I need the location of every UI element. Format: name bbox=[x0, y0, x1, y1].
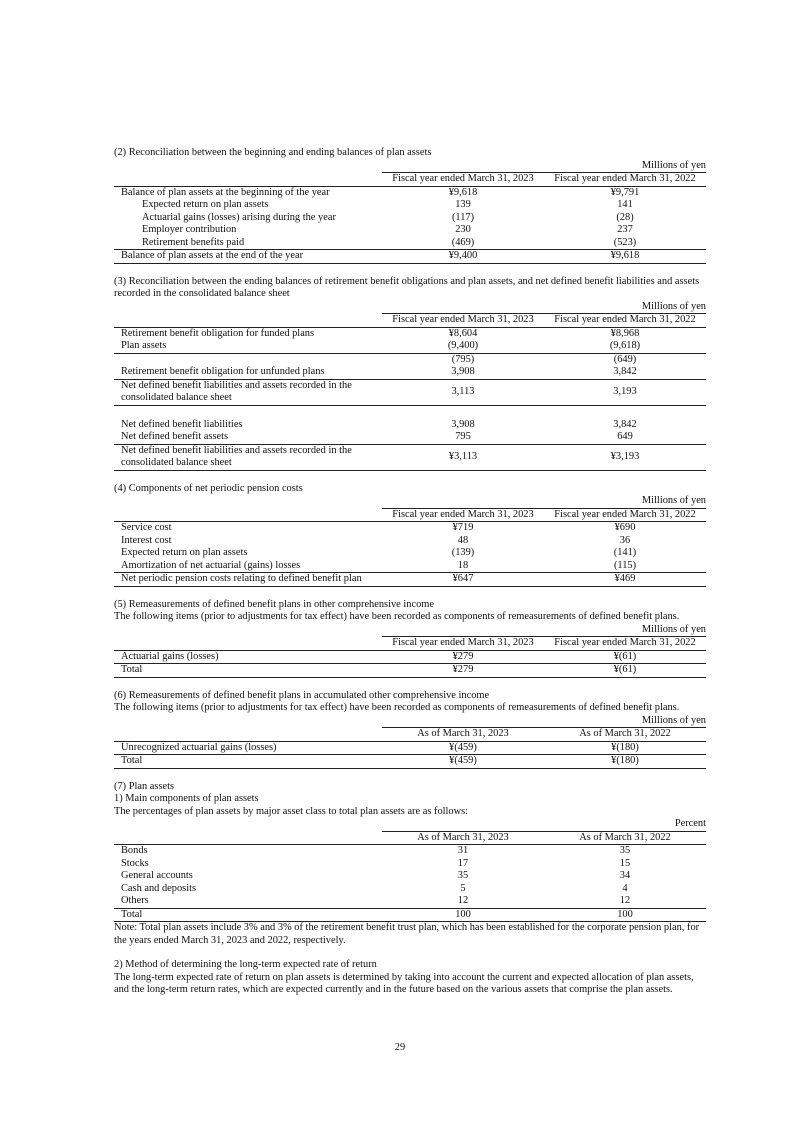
row-label: Net defined benefit liabilities and assets recorded in the consolidated balance sheet bbox=[114, 379, 382, 405]
cell-value: ¥3,193 bbox=[544, 444, 706, 470]
row-label: Retirement benefit obligation for unfunded plans bbox=[121, 366, 325, 377]
row-label: General accounts bbox=[121, 870, 193, 881]
cell-value: ¥469 bbox=[544, 573, 706, 587]
section-description: The following items (prior to adjustments for tax effect) have been recorded as components of remeasurements of defined benefit plans. bbox=[114, 611, 680, 622]
subsection-title: 1) Main components of plan assets bbox=[114, 793, 259, 804]
cell-value: (141) bbox=[613, 547, 637, 558]
cell-value: (139) bbox=[451, 547, 475, 558]
table-row bbox=[114, 845, 706, 858]
section-5 bbox=[114, 599, 706, 678]
row-label: Others bbox=[121, 895, 149, 906]
row-label: Interest cost bbox=[121, 534, 172, 546]
row-label: Net periodic pension costs relating to defined benefit plan bbox=[114, 573, 382, 587]
table-row bbox=[114, 444, 706, 470]
cell-value: 3,842 bbox=[613, 366, 637, 377]
cell-value: ¥9,791 bbox=[610, 186, 640, 198]
cell-value: (115) bbox=[613, 559, 637, 571]
unit-label: Percent bbox=[674, 818, 706, 829]
cell-value: 3,908 bbox=[451, 418, 475, 430]
row-label: Retirement benefit obligation for funded plans bbox=[121, 327, 315, 339]
table-note: Note: Total plan assets include 3% and 3% of the retirement benefit trust plan, which has been established for the corporate pension plan, for the years ended March 31, 2023 and 2022, respectively. bbox=[114, 922, 700, 946]
cell-value: (649) bbox=[544, 353, 706, 366]
row-label: Bonds bbox=[121, 845, 148, 856]
page-content bbox=[114, 147, 706, 997]
section-2 bbox=[114, 147, 706, 264]
section-7 bbox=[114, 781, 706, 997]
row-label: Balance of plan assets at the end of the year bbox=[114, 250, 382, 264]
column-header: Fiscal year ended March 31, 2022 bbox=[544, 637, 706, 651]
row-label bbox=[114, 353, 382, 366]
table-row bbox=[114, 883, 706, 896]
table-row bbox=[114, 327, 706, 340]
cell-value: 48 bbox=[457, 534, 469, 546]
cell-value: 3,842 bbox=[613, 418, 637, 430]
cell-value: ¥8,968 bbox=[610, 327, 640, 339]
table-row bbox=[114, 186, 706, 199]
table-row bbox=[114, 431, 706, 444]
table-row bbox=[114, 224, 706, 237]
cell-value: 230 bbox=[455, 224, 471, 235]
row-label: Unrecognized actuarial gains (losses) bbox=[121, 741, 277, 753]
aoci-remeasurements-table bbox=[114, 727, 706, 769]
row-label: Net defined benefit liabilities bbox=[121, 418, 243, 430]
row-label: Cash and deposits bbox=[121, 882, 197, 894]
cell-value: 31 bbox=[457, 845, 469, 856]
unit-label: Millions of yen bbox=[641, 300, 706, 312]
cell-value: 5 bbox=[460, 882, 466, 894]
section-description: The percentages of plan assets by major asset class to total plan assets are as follows: bbox=[114, 805, 469, 817]
unit-label: Millions of yen bbox=[641, 159, 706, 171]
cell-value: 36 bbox=[619, 534, 631, 546]
unit-label: Millions of yen bbox=[641, 623, 706, 635]
row-label: Expected return on plan assets bbox=[142, 199, 269, 210]
column-header: As of March 31, 2022 bbox=[544, 728, 706, 742]
section-4 bbox=[114, 483, 706, 587]
cell-value: ¥647 bbox=[382, 573, 544, 587]
section-title: (3) Reconciliation between the ending balances of retirement benefit obligations and plan assets, and net defined benefit liabilities and assets recorded in the consolidated balance sheet bbox=[114, 275, 700, 299]
cell-value: 4 bbox=[622, 882, 628, 894]
cell-value: ¥(459) bbox=[382, 755, 544, 769]
table-row bbox=[114, 650, 706, 664]
table-row bbox=[114, 547, 706, 560]
section-3 bbox=[114, 276, 706, 471]
oci-remeasurements-table bbox=[114, 636, 706, 678]
obligations-reconciliation-table bbox=[114, 313, 706, 471]
column-header: Fiscal year ended March 31, 2022 bbox=[544, 173, 706, 187]
row-label: Net defined benefit liabilities and assets recorded in the consolidated balance sheet bbox=[114, 444, 382, 470]
row-label: Amortization of net actuarial (gains) losses bbox=[121, 559, 301, 571]
table-row bbox=[114, 237, 706, 250]
cell-value: 15 bbox=[619, 857, 631, 869]
cell-value: 18 bbox=[457, 559, 469, 571]
cell-value: 139 bbox=[455, 199, 471, 210]
table-row bbox=[114, 522, 706, 535]
cell-value: ¥8,604 bbox=[448, 327, 478, 339]
table-row bbox=[114, 199, 706, 212]
cell-value: (469) bbox=[451, 236, 475, 248]
section-title: (7) Plan assets bbox=[114, 780, 175, 792]
plan-assets-reconciliation-table bbox=[114, 172, 706, 264]
cell-value: 100 bbox=[382, 908, 544, 922]
row-label: Expected return on plan assets bbox=[121, 547, 248, 558]
cell-value: ¥(459) bbox=[449, 741, 477, 753]
section-title: (2) Reconciliation between the beginning and ending balances of plan assets bbox=[114, 147, 432, 158]
cell-value: ¥9,400 bbox=[382, 250, 544, 264]
cell-value: (117) bbox=[451, 211, 475, 223]
paragraph: The long-term expected rate of return on plan assets is determined by taking into account the current and expected allocation of plan assets, and the long-term return rates, which are expected currently and in the future based on the various assets that comprise the plan assets. bbox=[114, 971, 694, 995]
section-description: The following items (prior to adjustments for tax effect) have been recorded as components of remeasurements of defined benefit plans. bbox=[114, 702, 680, 713]
column-header: Fiscal year ended March 31, 2023 bbox=[382, 508, 544, 522]
cell-value: ¥(180) bbox=[544, 755, 706, 769]
subsection-title: 2) Method of determining the long-term expected rate of return bbox=[114, 959, 377, 970]
cell-value: ¥690 bbox=[614, 522, 636, 533]
table-row bbox=[114, 419, 706, 432]
spacer-row bbox=[114, 405, 706, 419]
cell-value: ¥(61) bbox=[613, 650, 637, 662]
table-header bbox=[114, 508, 706, 522]
row-label: Balance of plan assets at the beginning of the year bbox=[121, 186, 330, 198]
column-header: Fiscal year ended March 31, 2022 bbox=[544, 314, 706, 328]
column-header: As of March 31, 2022 bbox=[544, 831, 706, 845]
pension-costs-table bbox=[114, 508, 706, 587]
cell-value: 100 bbox=[544, 908, 706, 922]
cell-value: 35 bbox=[619, 845, 631, 856]
table-header bbox=[114, 831, 706, 845]
table-row bbox=[114, 560, 706, 573]
table-row bbox=[114, 353, 706, 366]
cell-value: 3,113 bbox=[382, 379, 544, 405]
table-row bbox=[114, 573, 706, 587]
section-title: (6) Remeasurements of defined benefit plans in accumulated other comprehensive income bbox=[114, 689, 490, 701]
cell-value: ¥(61) bbox=[544, 664, 706, 678]
row-label: Total bbox=[114, 755, 382, 769]
cell-value: 12 bbox=[457, 895, 469, 906]
column-header: Fiscal year ended March 31, 2022 bbox=[544, 508, 706, 522]
section-title: (4) Components of net periodic pension costs bbox=[114, 482, 303, 494]
cell-value: (28) bbox=[616, 211, 634, 223]
table-row bbox=[114, 212, 706, 225]
cell-value: ¥3,113 bbox=[382, 444, 544, 470]
table-header bbox=[114, 173, 706, 187]
cell-value: (795) bbox=[382, 353, 544, 366]
cell-value: 35 bbox=[457, 870, 469, 881]
row-label: Net defined benefit assets bbox=[121, 431, 229, 442]
cell-value: 3,193 bbox=[544, 379, 706, 405]
cell-value: 34 bbox=[619, 870, 631, 881]
row-label: Employer contribution bbox=[142, 224, 237, 235]
row-label: Total bbox=[114, 908, 382, 922]
row-label: Service cost bbox=[121, 522, 172, 533]
table-row bbox=[114, 379, 706, 405]
row-label: Actuarial gains (losses) arising during the year bbox=[142, 211, 336, 223]
table-row bbox=[114, 895, 706, 908]
column-header: Fiscal year ended March 31, 2023 bbox=[382, 637, 544, 651]
table-row bbox=[114, 535, 706, 548]
cell-value: (9,618) bbox=[609, 340, 641, 351]
cell-value: ¥279 bbox=[452, 650, 474, 662]
cell-value: (9,400) bbox=[447, 340, 479, 351]
cell-value: 649 bbox=[617, 431, 633, 442]
unit-label: Millions of yen bbox=[641, 495, 706, 506]
cell-value: ¥279 bbox=[382, 664, 544, 678]
cell-value: ¥(180) bbox=[611, 741, 639, 753]
cell-value: 141 bbox=[617, 199, 633, 210]
row-label: Actuarial gains (losses) bbox=[121, 650, 219, 662]
column-header: Fiscal year ended March 31, 2023 bbox=[382, 314, 544, 328]
table-row bbox=[114, 741, 706, 755]
table-header bbox=[114, 728, 706, 742]
table-header bbox=[114, 637, 706, 651]
table-row bbox=[114, 366, 706, 379]
table-row bbox=[114, 664, 706, 678]
table-row bbox=[114, 755, 706, 769]
cell-value: 17 bbox=[457, 857, 469, 869]
cell-value: 3,908 bbox=[451, 366, 475, 377]
column-header: As of March 31, 2023 bbox=[382, 728, 544, 742]
plan-assets-components-table bbox=[114, 831, 706, 923]
row-label: Total bbox=[114, 664, 382, 678]
cell-value: ¥9,618 bbox=[448, 186, 478, 198]
row-label: Plan assets bbox=[121, 340, 167, 351]
unit-label: Millions of yen bbox=[641, 714, 706, 726]
row-label: Stocks bbox=[121, 857, 149, 869]
table-row bbox=[114, 250, 706, 264]
page-number: 29 bbox=[394, 1042, 406, 1053]
cell-value: 12 bbox=[619, 895, 631, 906]
table-row bbox=[114, 340, 706, 353]
section-title: (5) Remeasurements of defined benefit plans in other comprehensive income bbox=[114, 598, 434, 610]
cell-value: 237 bbox=[617, 224, 633, 235]
cell-value: 795 bbox=[455, 431, 471, 442]
cell-value: ¥9,618 bbox=[544, 250, 706, 264]
cell-value: ¥719 bbox=[452, 522, 474, 533]
cell-value: (523) bbox=[613, 236, 637, 248]
table-row bbox=[114, 858, 706, 871]
table-row bbox=[114, 870, 706, 883]
table-row bbox=[114, 908, 706, 922]
column-header: Fiscal year ended March 31, 2023 bbox=[382, 173, 544, 187]
section-6 bbox=[114, 690, 706, 769]
table-header bbox=[114, 314, 706, 328]
row-label: Retirement benefits paid bbox=[142, 236, 245, 248]
column-header: As of March 31, 2023 bbox=[382, 831, 544, 845]
